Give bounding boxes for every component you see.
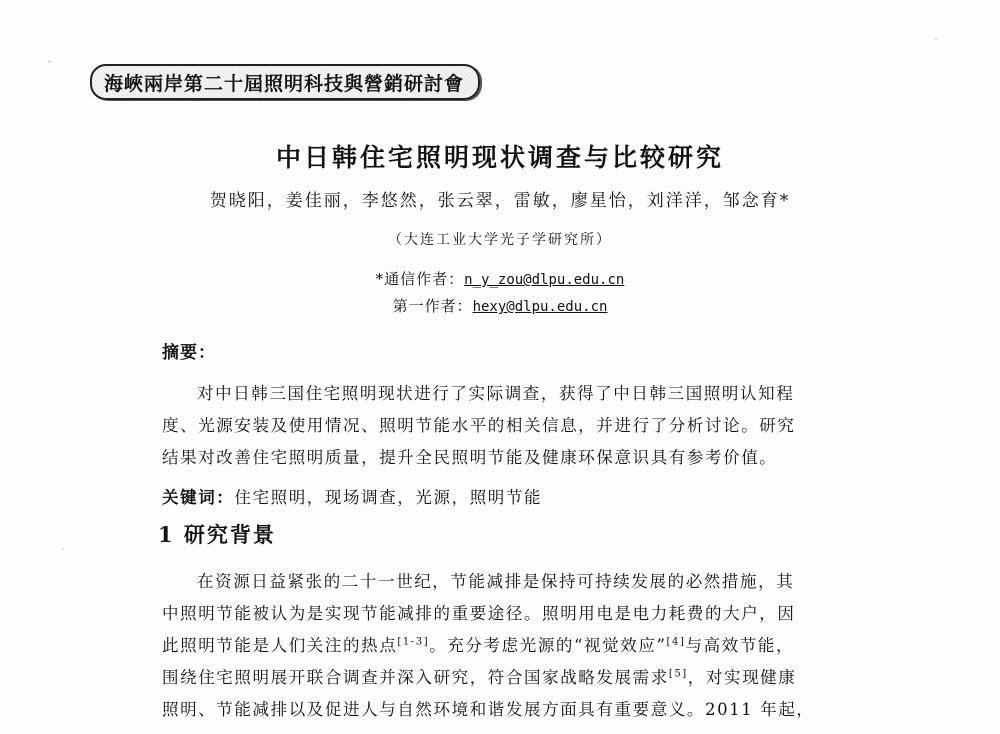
body-line (162, 662, 852, 694)
first-author-email[interactable]: hexy@dlpu.edu.cn (472, 299, 608, 315)
corresponding-author-email[interactable]: n_y_zou@dlpu.edu.cn (464, 272, 625, 288)
body-text: 。充分考虑光源的“视觉效应” (429, 636, 667, 655)
body-text: ，对实现健康 (687, 668, 797, 687)
citation-ref: [4] (666, 636, 686, 648)
body-line: 中照明节能被认为是实现节能减排的重要途径。照明用电是电力耗费的大户，因 (162, 604, 796, 623)
scan-speck (48, 60, 51, 63)
keywords-label: 关键词： (162, 488, 235, 507)
abstract-line: 对中日韩三国住宅照明现状进行了实际调查，获得了中日韩三国照明认知程 (197, 384, 795, 403)
affiliation: （大连工业大学光子学研究所） (388, 232, 612, 248)
body-line (162, 630, 852, 662)
conference-banner (90, 64, 480, 100)
first-author-line (0, 295, 1000, 316)
abstract-heading: 摘要： (162, 343, 216, 363)
abstract-line: 结果对改善住宅照明质量，提升全民照明节能及健康环保意识具有参考价值。 (162, 448, 778, 467)
body-text: 围绕住宅照明展开联合调查并深入研究，符合国家战略发展需求 (162, 668, 669, 687)
keywords-text: 住宅照明，现场调查，光源，照明节能 (234, 488, 543, 507)
first-author-label: 第一作者： (392, 297, 473, 315)
corresponding-author-label: *通信作者： (375, 270, 465, 288)
body-line: 在资源日益紧张的二十一世纪，节能减排是保持可持续发展的必然措施，其 (197, 572, 795, 591)
corresponding-author-line (0, 268, 1000, 289)
citation-ref: [1-3] (397, 636, 430, 648)
section-body (162, 566, 852, 726)
author-list: 贺晓阳，姜佳丽，李悠然，张云翠，雷敏，廖星怡，刘洋洋，邹念育* (209, 191, 791, 211)
scan-speck (62, 548, 64, 550)
body-text: 此照明节能是人们关注的热点 (162, 636, 398, 655)
scan-speck (935, 38, 937, 40)
body-text: 与高效节能， (685, 636, 795, 655)
abstract-line: 度、光源安装及使用情况、照明节能水平的相关信息，并进行了分析讨论。研究 (162, 416, 796, 435)
section-heading: 1 研究背景 (158, 522, 276, 547)
citation-ref: [5] (668, 668, 688, 680)
keywords-line (162, 484, 542, 508)
conference-banner-text: 海峽兩岸第二十屆照明科技與營銷研討會 (104, 72, 465, 95)
body-line: 照明、节能减排以及促进人与自然环境和谐发展方面具有重要意义。2011 年起， (162, 700, 815, 719)
abstract-body (162, 378, 852, 474)
paper-title: 中日韩住宅照明现状调查与比较研究 (275, 143, 724, 172)
